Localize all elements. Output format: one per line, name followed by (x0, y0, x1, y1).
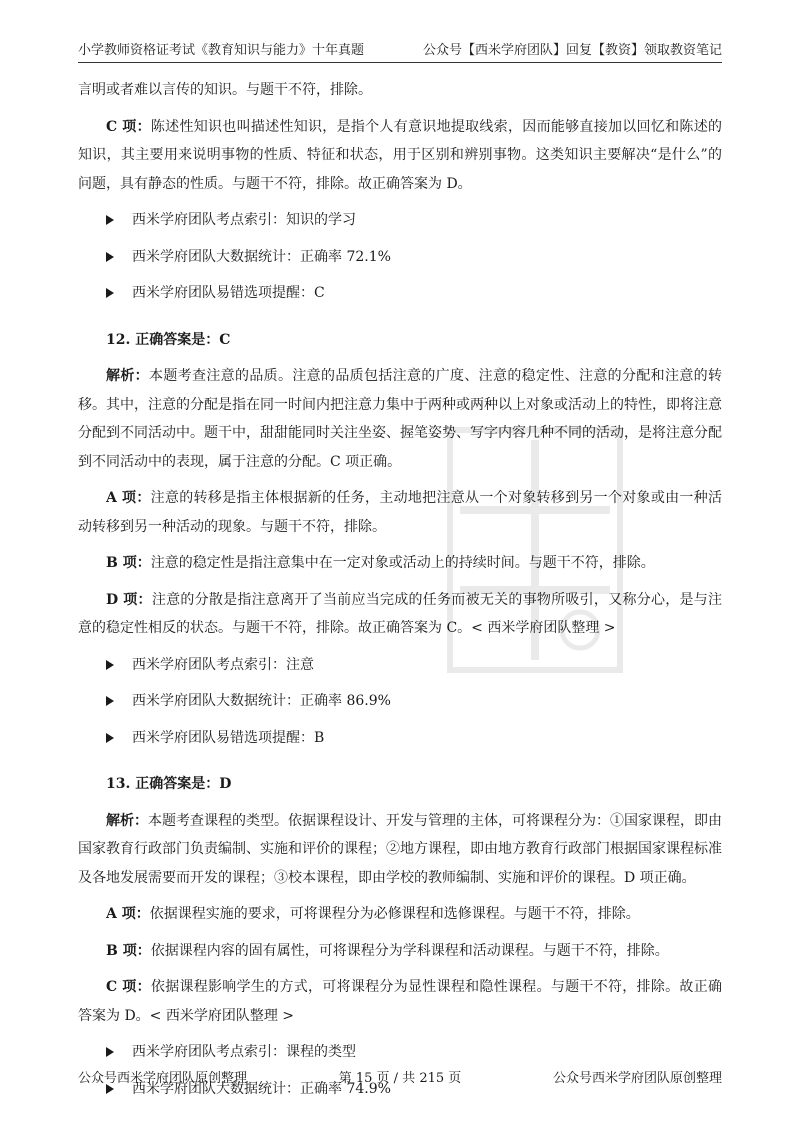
q11-bullet-text: 西米学府团队大数据统计：正确率 72.1% (132, 248, 391, 265)
q13-bullet-text: 西米学府团队考点索引：课程的类型 (132, 1044, 356, 1060)
q12-analysis-label: 解析： (106, 368, 149, 384)
q13-analysis-text: 本题考查课程的类型。依据课程设计、开发与管理的主体，可将课程分为：①国家课程，即由国家教育行政部门负责编制、实施和评价的课程；②地方课程，即由地方教育行政部门根据国家课程标准及各地发展需要而开发的课程；③校本课程，即由学校的教师编制、实施和评价的课程。D 项正确。 (78, 812, 722, 886)
q12-option-a-label: A 项： (106, 490, 151, 506)
page-number: 第 15 页 / 共 215 页 (338, 1071, 462, 1086)
q13-option-a-label: A 项： (106, 906, 150, 922)
q13-title: 13. 正确答案是：D (106, 776, 232, 792)
q12-analysis (78, 362, 722, 476)
footer-left-text: 公众号西米学府团队原创整理 (78, 1071, 248, 1086)
footer-right-text: 公众号西米学府团队原创整理 (552, 1071, 722, 1086)
arrow-bullet-icon (106, 724, 116, 753)
q13-option-c (78, 973, 722, 1030)
q11-option-c (78, 113, 722, 199)
q12-option-b (78, 549, 722, 578)
q11-option-c-label: C 项： (106, 118, 151, 135)
q12-option-d-text: 注意的分散是指注意离开了当前应当完成的任务而被无关的事物所吸引，又称分心，是与注意的稳定性相反的状态。与题干不符，排除。故正确答案为 C。< 西米学府团队整理 > (78, 591, 723, 636)
arrow-bullet-icon (106, 243, 116, 272)
arrow-bullet-icon (106, 279, 116, 308)
q11-bullet-text: 西米学府团队考点索引：知识的学习 (132, 212, 356, 228)
q13-option-c-text: 依据课程影响学生的方式，可将课程分为显性课程和隐性课程。与题干不符，排除。故正确答案为 D。< 西米学府团队整理 > (78, 979, 722, 1024)
q12-option-d (78, 586, 722, 643)
q13-option-b-label: B 项： (106, 942, 151, 959)
q13-option-c-label: C 项： (106, 979, 151, 995)
q13-option-a-text: 依据课程实施的要求，可将课程分为必修课程和选修课程。与题干不符，排除。 (149, 906, 640, 922)
q13-bullet-text: 西米学府团队大数据统计：正确率 74.9% (132, 1080, 391, 1097)
arrow-bullet-icon (106, 1038, 116, 1067)
q12-bullet-text: 西米学府团队易错选项提醒：B (132, 729, 325, 746)
page-footer (78, 1068, 722, 1090)
header-right-text: 公众号【西米学府团队】回复【教资】领取教资笔记 (422, 43, 722, 58)
q13-analysis (78, 807, 722, 893)
q12-bullet (78, 687, 722, 716)
q12-option-b-text: 注意的稳定性是指注意集中在一定对象或活动上的持续时间。与题干不符，排除。 (150, 555, 655, 571)
q11-option-c-text: 陈述性知识也叫描述性知识，是指个人有意识地提取线索，因而能够直接加以回忆和陈述的知识，其主要用来说明事物的性质、特征和状态，用于区别和辨别事物。这类知识主要解决“是什么”的问题，具有静态的性质。与题干不符，排除。故正确答案为 D。 (78, 118, 722, 192)
q11-bullet (78, 243, 722, 272)
page-header (78, 40, 722, 63)
q11-bullet (78, 279, 722, 308)
q13-analysis-label: 解析： (106, 812, 148, 829)
arrow-bullet-icon (106, 206, 116, 235)
q13-option-b-text: 依据课程内容的固有属性，可将课程分为学科课程和活动课程。与题干不符，排除。 (150, 942, 669, 959)
q12-option-a (78, 484, 722, 541)
q12-bullet-text: 西米学府团队考点索引：注意 (132, 656, 314, 673)
q12-analysis-text: 本题考查注意的品质。注意的品质包括注意的广度、注意的稳定性、注意的分配和注意的转移。其中，注意的分配是指在同一时间内把注意力集中于两种或两种以上对象或活动上的特性，即将注意分配到不同活动中。题干中，甜甜能同时关注坐姿、握笔姿势、写字内容几种不同的活动，是将注意分配到不同活动中的表现，属于注意的分配。C 项正确。 (78, 368, 722, 470)
q12-option-b-label: B 项： (106, 555, 151, 571)
q13-bullet (78, 1038, 722, 1067)
arrow-bullet-icon (106, 651, 116, 680)
q12-bullet (78, 651, 722, 680)
q11-bullet (78, 206, 722, 235)
q12-option-a-text: 注意的转移是指主体根据新的任务，主动地把注意从一个对象转移到另一个对象或由一种活动转移到另一种活动的现象。与题干不符，排除。 (78, 490, 722, 535)
q13-option-a (78, 900, 722, 929)
q12-option-d-label: D 项： (106, 591, 152, 608)
arrow-bullet-icon (106, 687, 116, 716)
q11-bullet-text: 西米学府团队易错选项提醒：C (132, 285, 325, 301)
carry-over-line: 言明或者难以言传的知识。与题干不符，排除。 (78, 82, 372, 98)
q12-bullet (78, 724, 722, 753)
q12-bullet-text: 西米学府团队大数据统计：正确率 86.9% (132, 693, 391, 709)
page-content (78, 76, 722, 1111)
header-left-text: 小学教师资格证考试《教育知识与能力》十年真题 (78, 43, 365, 58)
q13-option-b (78, 937, 722, 966)
q12-title: 12. 正确答案是：C (106, 331, 231, 348)
